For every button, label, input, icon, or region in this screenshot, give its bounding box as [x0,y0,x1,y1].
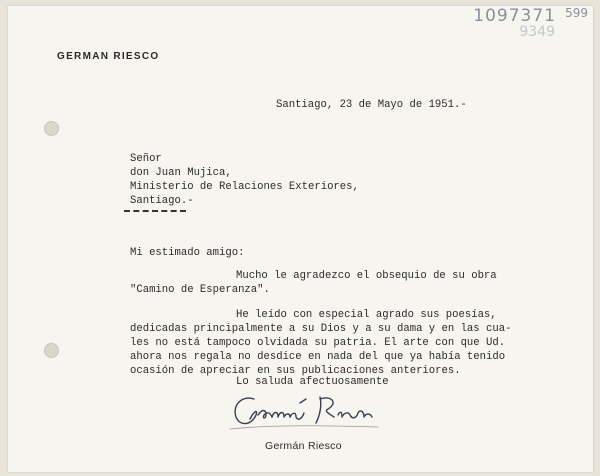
archive-number-faint: 9349 [519,24,555,40]
body-line: "Camino de Esperanza". [130,284,270,296]
archive-number: 1097371 [473,6,556,26]
folio-number: 599 [565,6,588,20]
punch-hole-top [44,121,59,136]
greeting: Mi estimado amigo: [130,247,245,259]
body-line: dedicadas principalmente a su Dios y a su dama y en las cua- [130,323,512,335]
body-line: He leído con especial agrado sus poesías, [236,309,497,321]
signed-name: Germán Riesco [265,440,342,452]
date-line: Santiago, 23 de Mayo de 1951.- [276,99,467,111]
letterhead: GERMAN RIESCO [57,51,160,62]
address-institution: Ministerio de Relaciones Exteriores, [130,181,359,193]
punch-hole-bottom [44,343,59,358]
address-title: Señor [130,153,162,165]
body-line: ahora nos regala no desdice en nada del que ya había tenido [130,351,506,363]
body-line: Mucho le agradezco el obsequio de su obra [236,270,497,282]
body-line: les no está tampoco olvidada su patria. El arte con que Ud. [130,337,506,349]
address-name: don Juan Mujica, [130,167,232,179]
body-line: ocasión de apreciar en sus publicaciones anteriores. [130,365,461,377]
closing: Lo saluda afectuosamente [236,376,389,388]
handwritten-signature [228,389,388,435]
address-city: Santiago.- [130,195,194,207]
address-underline [124,210,186,212]
